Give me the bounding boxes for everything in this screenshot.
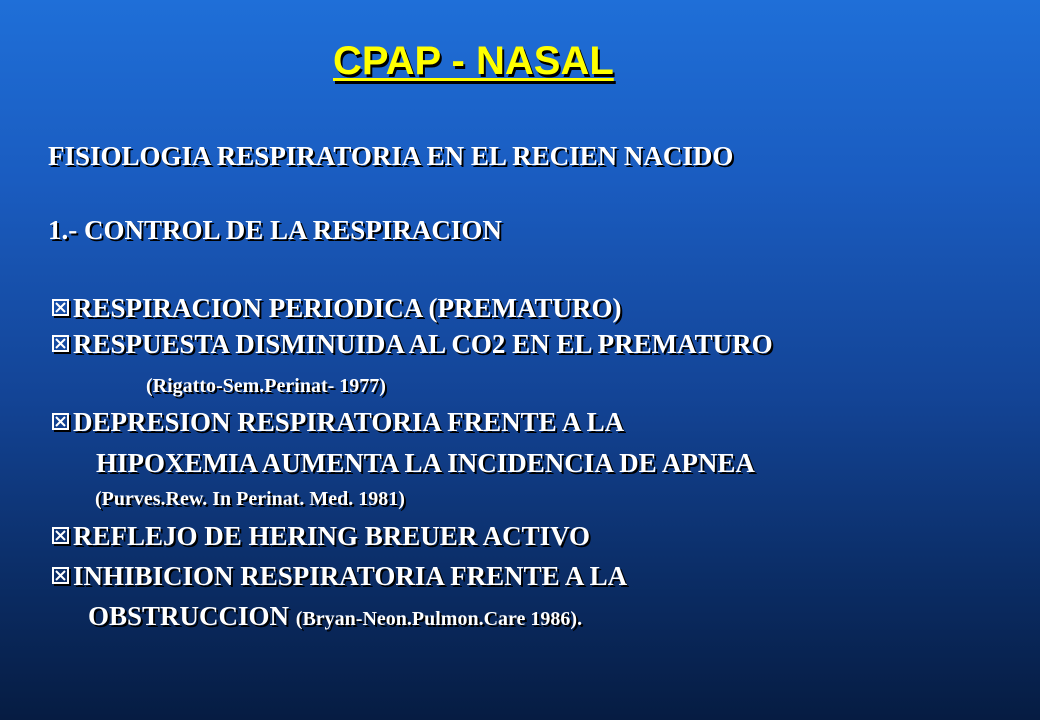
- x-box-icon: [52, 413, 69, 430]
- bullet-text-continuation: [88, 600, 582, 635]
- x-box-icon: [52, 567, 69, 584]
- bullet-text-continuation-main: OBSTRUCCION: [88, 601, 290, 631]
- bullet-text-continuation: HIPOXEMIA AUMENTA LA INCIDENCIA DE APNEA: [96, 448, 755, 478]
- bullet-text: RESPUESTA DISMINUIDA AL CO2 EN EL PREMATURO: [73, 329, 773, 359]
- x-box-icon: [52, 527, 69, 544]
- bullet-item: [52, 560, 627, 592]
- bullet-item: [52, 406, 624, 438]
- bullet-item: [52, 520, 590, 552]
- bullet-text: DEPRESION RESPIRATORIA FRENTE A LA: [73, 407, 625, 437]
- section-heading: 1.- CONTROL DE LA RESPIRACION: [48, 215, 502, 245]
- bullet-text: RESPIRACION PERIODICA (PREMATURO): [73, 293, 622, 323]
- subtitle: FISIOLOGIA RESPIRATORIA EN EL RECIEN NACIDO: [48, 141, 734, 171]
- slide-title: CPAP - NASAL: [333, 39, 614, 83]
- citation: (Rigatto-Sem.Perinat- 1977): [146, 375, 386, 397]
- bullet-item: [52, 292, 622, 324]
- citation: (Bryan-Neon.Pulmon.Care 1986).: [295, 608, 583, 630]
- citation: (Purves.Rew. In Perinat. Med. 1981): [95, 488, 405, 510]
- x-box-icon: [52, 299, 69, 316]
- bullet-item: [52, 328, 773, 360]
- bullet-text: REFLEJO DE HERING BREUER ACTIVO: [73, 521, 591, 551]
- bullet-text: INHIBICION RESPIRATORIA FRENTE A LA: [73, 561, 628, 591]
- x-box-icon: [52, 335, 69, 352]
